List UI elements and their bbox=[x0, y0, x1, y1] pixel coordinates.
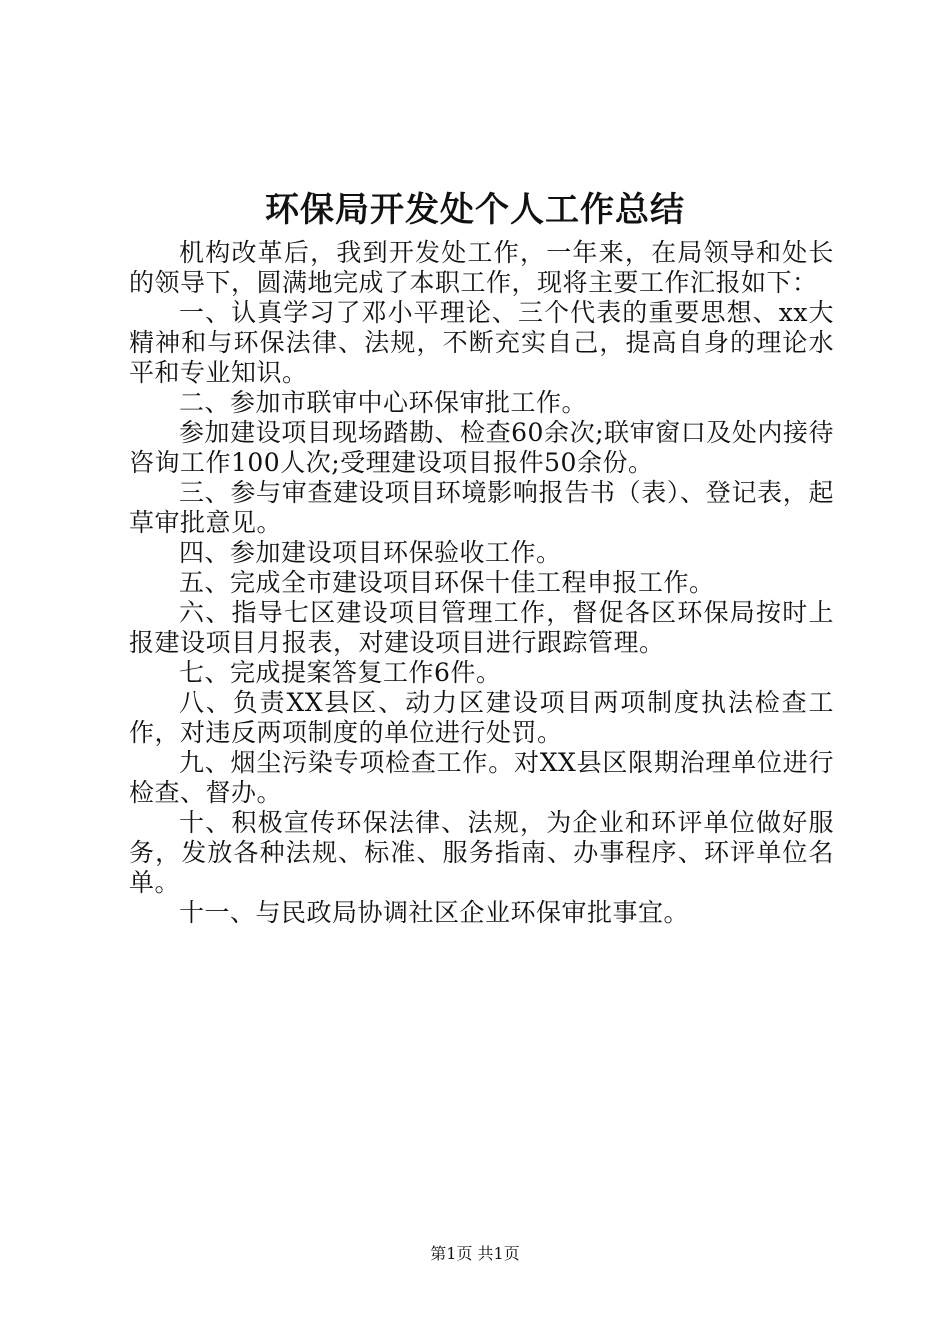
paragraph-item-8: 八、负责XX县区、动力区建设项目两项制度执法检查工作，对违反两项制度的单位进行处罚。 bbox=[129, 688, 834, 747]
paragraph-item-5: 五、完成全市建设项目环保十佳工程申报工作。 bbox=[179, 568, 715, 597]
page-footer: 第1页 共1页 bbox=[430, 1244, 520, 1263]
paragraph-intro: 机构改革后，我到开发处工作，一年来，在局领导和处长的领导下，圆满地完成了本职工作，现将主要工作汇报如下： bbox=[129, 238, 834, 297]
paragraph-item-4: 四、参加建设项目环保验收工作。 bbox=[179, 538, 562, 567]
paragraph-item-11: 十一、与民政局协调社区企业环保审批事宜。 bbox=[179, 898, 690, 927]
paragraph-item-2: 二、参加市联审中心环保审批工作。 bbox=[179, 388, 588, 417]
paragraph-item-2-detail: 参加建设项目现场踏勘、检查60余次;联审窗口及处内接待咨询工作100人次;受理建设项目报件50余份。 bbox=[129, 418, 834, 477]
paragraph-item-3: 三、参与审查建设项目环境影响报告书（表）、登记表，起草审批意见。 bbox=[129, 478, 834, 537]
paragraph-item-1: 一、认真学习了邓小平理论、三个代表的重要思想、xx大精神和与环保法律、法规，不断充实自己，提高自身的理论水平和专业知识。 bbox=[129, 298, 834, 387]
document-title: 环保局开发处个人工作总结 bbox=[265, 190, 685, 230]
paragraph-item-6: 六、指导七区建设项目管理工作，督促各区环保局按时上报建设项目月报表，对建设项目进行跟踪管理。 bbox=[129, 598, 834, 657]
document-body bbox=[129, 238, 834, 928]
paragraph-item-7: 七、完成提案答复工作6件。 bbox=[179, 658, 502, 687]
paragraph-item-10: 十、积极宣传环保法律、法规，为企业和环评单位做好服务，发放各种法规、标准、服务指南、办事程序、环评单位名单。 bbox=[129, 808, 834, 897]
paragraph-item-9: 九、烟尘污染专项检查工作。对XX县区限期治理单位进行检查、督办。 bbox=[129, 748, 834, 807]
